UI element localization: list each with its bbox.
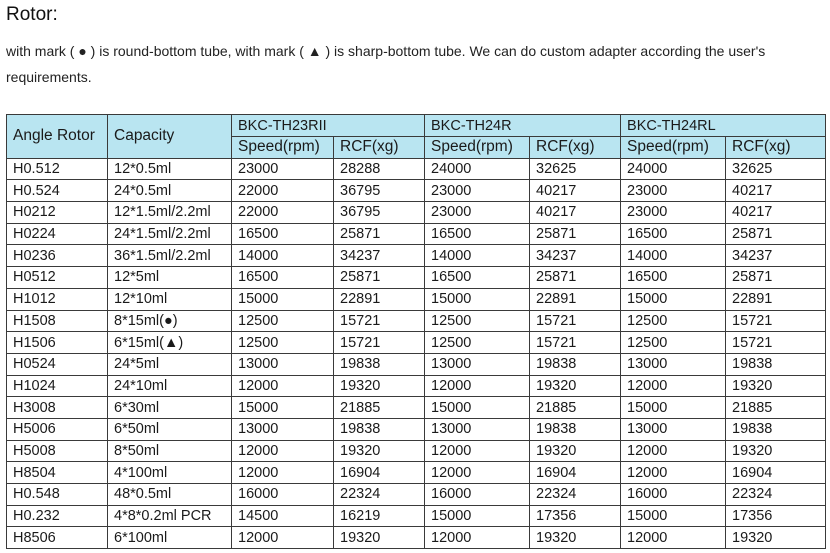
cell-capacity: 24*0.5ml xyxy=(108,180,232,202)
cell-th23rii-rcf: 19320 xyxy=(334,440,425,462)
cell-capacity: 6*15ml(▲) xyxy=(108,332,232,354)
cell-th24rl-rcf: 34237 xyxy=(726,245,826,267)
cell-capacity: 24*5ml xyxy=(108,353,232,375)
cell-capacity: 36*1.5ml/2.2ml xyxy=(108,245,232,267)
cell-angle-rotor: H8506 xyxy=(7,527,108,549)
cell-th24rl-speed: 12000 xyxy=(621,527,726,549)
table-row xyxy=(7,353,826,375)
cell-th23rii-speed: 12000 xyxy=(232,527,334,549)
cell-angle-rotor: H1012 xyxy=(7,288,108,310)
table-row xyxy=(7,484,826,506)
header-speed: Speed(rpm) xyxy=(621,137,726,159)
cell-th23rii-speed: 12500 xyxy=(232,310,334,332)
cell-th24rl-speed: 24000 xyxy=(621,158,726,180)
cell-th23rii-rcf: 22891 xyxy=(334,288,425,310)
table-row xyxy=(7,158,826,180)
cell-th24r-rcf: 19838 xyxy=(530,418,621,440)
cell-th24r-speed: 12000 xyxy=(425,527,530,549)
cell-th24rl-rcf: 19838 xyxy=(726,353,826,375)
table-row xyxy=(7,310,826,332)
cell-angle-rotor: H0224 xyxy=(7,223,108,245)
cell-capacity: 12*5ml xyxy=(108,267,232,289)
cell-th23rii-rcf: 15721 xyxy=(334,310,425,332)
cell-th23rii-rcf: 19838 xyxy=(334,418,425,440)
header-rcf: RCF(xg) xyxy=(334,137,425,159)
cell-capacity: 6*30ml xyxy=(108,397,232,419)
cell-th23rii-speed: 15000 xyxy=(232,397,334,419)
cell-th24r-speed: 12000 xyxy=(425,462,530,484)
cell-th24rl-rcf: 25871 xyxy=(726,267,826,289)
cell-th24rl-speed: 15000 xyxy=(621,505,726,527)
cell-th23rii-speed: 12000 xyxy=(232,375,334,397)
cell-th24r-speed: 16000 xyxy=(425,484,530,506)
cell-th23rii-speed: 13000 xyxy=(232,418,334,440)
cell-th23rii-speed: 15000 xyxy=(232,288,334,310)
cell-th24r-speed: 13000 xyxy=(425,353,530,375)
cell-th23rii-rcf: 21885 xyxy=(334,397,425,419)
cell-th24rl-speed: 12000 xyxy=(621,440,726,462)
cell-th23rii-rcf: 16904 xyxy=(334,462,425,484)
header-model-th23rii: BKC-TH23RII xyxy=(232,115,425,137)
cell-th24rl-rcf: 25871 xyxy=(726,223,826,245)
cell-th24rl-speed: 15000 xyxy=(621,288,726,310)
cell-angle-rotor: H0512 xyxy=(7,267,108,289)
cell-angle-rotor: H1508 xyxy=(7,310,108,332)
cell-th23rii-speed: 16500 xyxy=(232,267,334,289)
cell-th24rl-rcf: 19320 xyxy=(726,440,826,462)
header-model-th24r: BKC-TH24R xyxy=(425,115,621,137)
table-row xyxy=(7,245,826,267)
cell-th24rl-rcf: 15721 xyxy=(726,332,826,354)
cell-th23rii-speed: 16000 xyxy=(232,484,334,506)
header-angle-rotor: Angle Rotor xyxy=(7,115,108,159)
cell-th24r-rcf: 15721 xyxy=(530,332,621,354)
table-row xyxy=(7,332,826,354)
cell-th24r-rcf: 19320 xyxy=(530,440,621,462)
cell-th24rl-speed: 23000 xyxy=(621,180,726,202)
table-row xyxy=(7,267,826,289)
cell-th24r-rcf: 40217 xyxy=(530,202,621,224)
cell-th23rii-rcf: 34237 xyxy=(334,245,425,267)
cell-angle-rotor: H0.524 xyxy=(7,180,108,202)
cell-th24rl-speed: 13000 xyxy=(621,353,726,375)
cell-angle-rotor: H0.512 xyxy=(7,158,108,180)
cell-angle-rotor: H0.232 xyxy=(7,505,108,527)
header-speed: Speed(rpm) xyxy=(425,137,530,159)
cell-th24r-speed: 15000 xyxy=(425,288,530,310)
cell-th24r-rcf: 32625 xyxy=(530,158,621,180)
cell-th24rl-rcf: 15721 xyxy=(726,310,826,332)
cell-th24r-speed: 15000 xyxy=(425,505,530,527)
cell-th23rii-speed: 12500 xyxy=(232,332,334,354)
cell-th24rl-speed: 14000 xyxy=(621,245,726,267)
rotor-table xyxy=(6,114,826,549)
cell-th23rii-speed: 12000 xyxy=(232,462,334,484)
cell-th24r-speed: 16500 xyxy=(425,223,530,245)
cell-th24r-speed: 16500 xyxy=(425,267,530,289)
table-body xyxy=(7,158,826,548)
cell-th24rl-rcf: 19838 xyxy=(726,418,826,440)
table-row xyxy=(7,223,826,245)
cell-angle-rotor: H5008 xyxy=(7,440,108,462)
cell-th24r-speed: 23000 xyxy=(425,202,530,224)
cell-th24rl-speed: 16500 xyxy=(621,223,726,245)
cell-th23rii-rcf: 16219 xyxy=(334,505,425,527)
cell-th24rl-rcf: 16904 xyxy=(726,462,826,484)
cell-angle-rotor: H1024 xyxy=(7,375,108,397)
cell-th23rii-speed: 22000 xyxy=(232,202,334,224)
cell-capacity: 12*10ml xyxy=(108,288,232,310)
cell-th24r-rcf: 19838 xyxy=(530,353,621,375)
table-row xyxy=(7,462,826,484)
table-row xyxy=(7,418,826,440)
cell-th23rii-rcf: 25871 xyxy=(334,267,425,289)
cell-th24rl-rcf: 21885 xyxy=(726,397,826,419)
table-header xyxy=(7,115,826,159)
cell-th24r-speed: 12500 xyxy=(425,332,530,354)
table-row xyxy=(7,180,826,202)
cell-th23rii-rcf: 19320 xyxy=(334,375,425,397)
cell-capacity: 6*50ml xyxy=(108,418,232,440)
cell-th24r-rcf: 16904 xyxy=(530,462,621,484)
cell-angle-rotor: H0524 xyxy=(7,353,108,375)
cell-th23rii-rcf: 15721 xyxy=(334,332,425,354)
cell-th24rl-speed: 12000 xyxy=(621,375,726,397)
cell-th23rii-rcf: 22324 xyxy=(334,484,425,506)
cell-th24rl-rcf: 22891 xyxy=(726,288,826,310)
header-capacity: Capacity xyxy=(108,115,232,159)
cell-th24r-speed: 14000 xyxy=(425,245,530,267)
cell-th23rii-rcf: 19320 xyxy=(334,527,425,549)
cell-th23rii-rcf: 36795 xyxy=(334,202,425,224)
cell-th23rii-speed: 16500 xyxy=(232,223,334,245)
cell-capacity: 6*100ml xyxy=(108,527,232,549)
header-speed: Speed(rpm) xyxy=(232,137,334,159)
page-title: Rotor: xyxy=(6,4,58,25)
cell-capacity: 24*1.5ml/2.2ml xyxy=(108,223,232,245)
cell-th23rii-rcf: 25871 xyxy=(334,223,425,245)
cell-th23rii-speed: 14000 xyxy=(232,245,334,267)
cell-capacity: 48*0.5ml xyxy=(108,484,232,506)
cell-th24r-speed: 24000 xyxy=(425,158,530,180)
cell-th24rl-speed: 12500 xyxy=(621,332,726,354)
cell-th24rl-speed: 16000 xyxy=(621,484,726,506)
intro-text: with mark ( ● ) is round-bottom tube, with mark ( ▲ ) is sharp-bottom tube. We can do custom adapter according the user's requirements. xyxy=(6,43,766,85)
table-row xyxy=(7,440,826,462)
cell-th24rl-rcf: 19320 xyxy=(726,527,826,549)
cell-th23rii-speed: 23000 xyxy=(232,158,334,180)
cell-th24r-speed: 13000 xyxy=(425,418,530,440)
cell-th24rl-rcf: 22324 xyxy=(726,484,826,506)
cell-th24rl-speed: 12500 xyxy=(621,310,726,332)
table-row xyxy=(7,397,826,419)
header-rcf: RCF(xg) xyxy=(726,137,826,159)
table-row xyxy=(7,505,826,527)
cell-th24r-rcf: 19320 xyxy=(530,527,621,549)
cell-th24r-rcf: 34237 xyxy=(530,245,621,267)
cell-capacity: 12*0.5ml xyxy=(108,158,232,180)
cell-th23rii-speed: 13000 xyxy=(232,353,334,375)
cell-th23rii-speed: 14500 xyxy=(232,505,334,527)
cell-th24rl-rcf: 17356 xyxy=(726,505,826,527)
cell-angle-rotor: H1506 xyxy=(7,332,108,354)
cell-th24r-rcf: 15721 xyxy=(530,310,621,332)
cell-capacity: 4*100ml xyxy=(108,462,232,484)
cell-th24rl-rcf: 40217 xyxy=(726,180,826,202)
cell-capacity: 8*15ml(●) xyxy=(108,310,232,332)
table-row xyxy=(7,202,826,224)
cell-capacity: 12*1.5ml/2.2ml xyxy=(108,202,232,224)
cell-th24rl-speed: 16500 xyxy=(621,267,726,289)
cell-th24r-speed: 15000 xyxy=(425,397,530,419)
cell-th24rl-rcf: 40217 xyxy=(726,202,826,224)
cell-angle-rotor: H0.548 xyxy=(7,484,108,506)
cell-th23rii-speed: 12000 xyxy=(232,440,334,462)
cell-th24r-speed: 12000 xyxy=(425,375,530,397)
cell-th24r-rcf: 22324 xyxy=(530,484,621,506)
cell-th24r-rcf: 40217 xyxy=(530,180,621,202)
cell-capacity: 24*10ml xyxy=(108,375,232,397)
cell-th23rii-speed: 22000 xyxy=(232,180,334,202)
cell-th23rii-rcf: 19838 xyxy=(334,353,425,375)
cell-capacity: 8*50ml xyxy=(108,440,232,462)
cell-angle-rotor: H3008 xyxy=(7,397,108,419)
cell-th24r-rcf: 22891 xyxy=(530,288,621,310)
cell-th24r-rcf: 19320 xyxy=(530,375,621,397)
cell-th24r-speed: 23000 xyxy=(425,180,530,202)
table-row xyxy=(7,288,826,310)
cell-angle-rotor: H0236 xyxy=(7,245,108,267)
cell-th24rl-rcf: 32625 xyxy=(726,158,826,180)
cell-th24r-rcf: 25871 xyxy=(530,223,621,245)
cell-th24rl-speed: 15000 xyxy=(621,397,726,419)
cell-th24r-rcf: 17356 xyxy=(530,505,621,527)
cell-th23rii-rcf: 28288 xyxy=(334,158,425,180)
table-row xyxy=(7,375,826,397)
cell-th23rii-rcf: 36795 xyxy=(334,180,425,202)
header-model-th24rl: BKC-TH24RL xyxy=(621,115,826,137)
header-row-models xyxy=(7,115,826,137)
header-rcf: RCF(xg) xyxy=(530,137,621,159)
cell-th24r-speed: 12500 xyxy=(425,310,530,332)
cell-th24rl-speed: 23000 xyxy=(621,202,726,224)
cell-th24r-rcf: 21885 xyxy=(530,397,621,419)
cell-th24r-speed: 12000 xyxy=(425,440,530,462)
cell-angle-rotor: H8504 xyxy=(7,462,108,484)
cell-angle-rotor: H5006 xyxy=(7,418,108,440)
cell-capacity: 4*8*0.2ml PCR xyxy=(108,505,232,527)
cell-th24rl-speed: 12000 xyxy=(621,462,726,484)
table-row xyxy=(7,527,826,549)
cell-th24r-rcf: 25871 xyxy=(530,267,621,289)
cell-th24rl-speed: 13000 xyxy=(621,418,726,440)
cell-th24rl-rcf: 19320 xyxy=(726,375,826,397)
cell-angle-rotor: H0212 xyxy=(7,202,108,224)
